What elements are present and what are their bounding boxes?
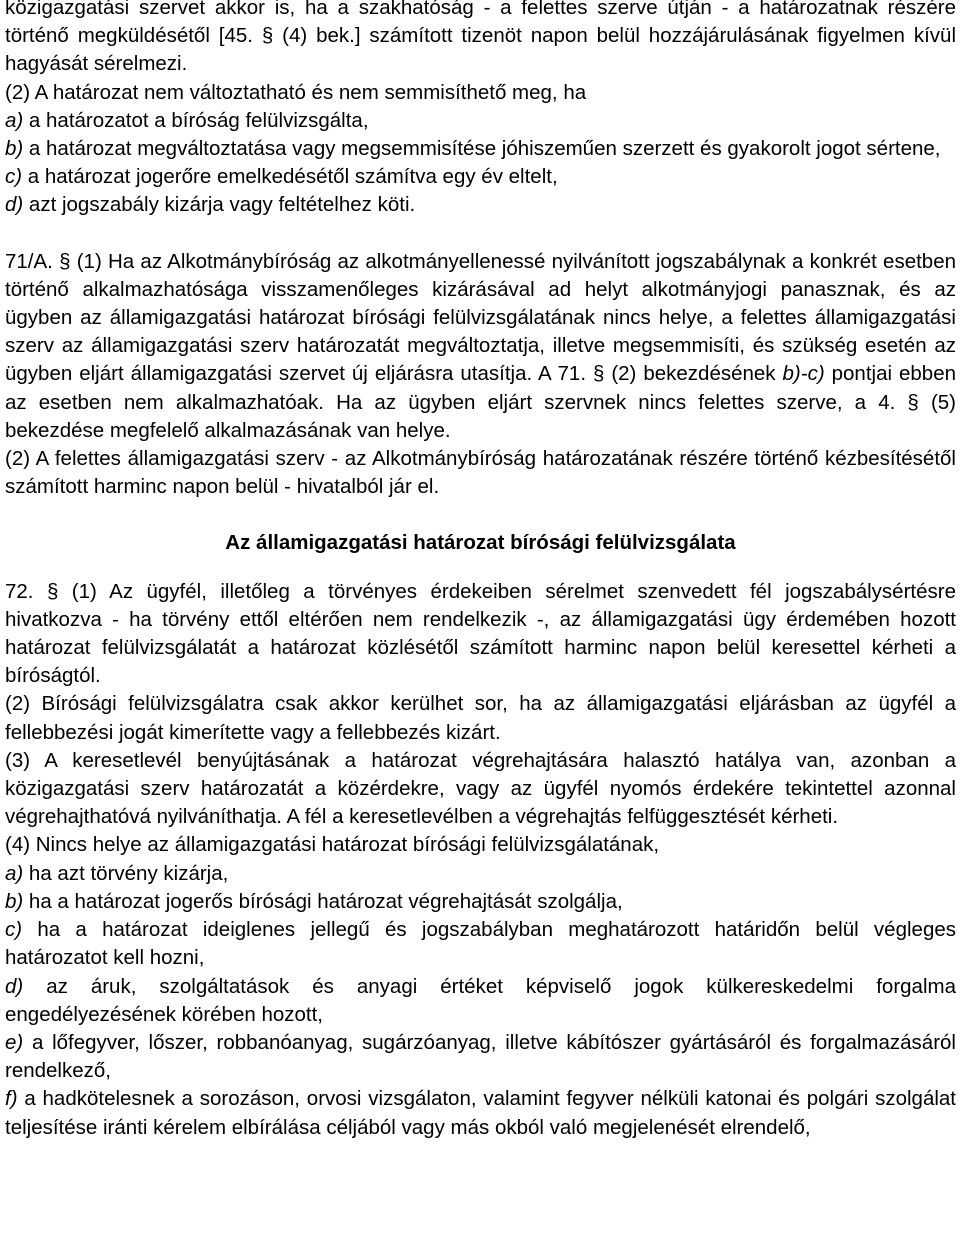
list-item-d [5, 973, 956, 1029]
list-text: a hadkötelesnek a sorozáson, orvosi vizsgálaton, valamint fegyver nélküli katonai és polgári szolgálat teljesítése iránti kérelem elbírálása céljából vagy más okból való megjelenését elrendelő, [5, 1087, 956, 1139]
paragraph-72-4: (4) Nincs helye az államigazgatási határozat bírósági felülvizsgálatának, [5, 833, 660, 857]
list-item-a [5, 860, 956, 888]
list-text: a határozatot a bíróság felülvizsgálta, [23, 108, 369, 132]
spacer [5, 558, 956, 578]
list-label: b) [5, 137, 24, 161]
list-text: ha a határozat ideiglenes jellegű és jogszabályban meghatározott határidőn belül végleges határozatot kell hozni, [5, 918, 956, 970]
list-label: d) [5, 193, 24, 217]
list-text: a határozat jogerőre emelkedésétől számítva egy év eltelt, [22, 165, 558, 189]
list-item-a [5, 107, 956, 135]
list-text: ha azt törvény kizárja, [23, 861, 229, 885]
spacer [5, 501, 956, 529]
list-item-b [5, 888, 956, 916]
section-heading: Az államigazgatási határozat bírósági felülvizsgálata [225, 531, 736, 555]
paragraph-71-2: (2) A határozat nem változtatható és nem semmisíthető meg, ha [5, 80, 587, 104]
list-item-c [5, 916, 956, 972]
list-item-c [5, 163, 956, 191]
spacer [5, 220, 956, 248]
paragraph-continuation: közigazgatási szervet akkor is, ha a szakhatóság - a felettes szerve útján - a határozatnak részére történő megküldésétől [45. § (4) bek.] számított tizenöt napon belül hozzájárulásának figyelmen kívül hagyását sérelmezi. [5, 0, 956, 76]
list-label: b) [5, 889, 24, 913]
list-text: a határozat megváltoztatása vagy megsemmisítése jóhiszeműen szerzett és gyakorolt jogot sértene, [23, 137, 941, 161]
paragraph-72-1: 72. § (1) Az ügyfél, illetőleg a törvényes érdekeiben sérelmet szenvedett fél jogszabálysértésre hivatkozva - ha törvény ettől eltérően nem rendelkezik -, az államigazgatási ügy érdemében hozott határozat felülvizsgálatát a határozat közlésétől számított harminc napon belül keresettel kérheti a bíróságtól. [5, 579, 956, 688]
list-label: c) [5, 918, 23, 942]
paragraph-72-2: (2) Bírósági felülvizsgálatra csak akkor kerülhet sor, ha az államigazgatási eljárásban az ügyfél a fellebbezési jogát kimerítette vagy a fellebbezés kizárt. [5, 692, 956, 744]
list-label: d) [5, 974, 24, 998]
italic-reference: b)-c) [782, 362, 825, 386]
list-item-f [5, 1085, 956, 1141]
list-text: azt jogszabály kizárja vagy feltételhez köti. [23, 193, 416, 217]
paragraph-72-3: (3) A keresetlevél benyújtásának a határozat végrehajtására halasztó hatálya van, azonban a közigazgatási szerv határozatát a közérdekre, vagy az ügyfél nyomós érdekére tekintettel azonnal végrehajthatóvá nyilváníthatja. A fél a keresetlevélben a végrehajtás felfüggesztését kérheti. [5, 748, 956, 829]
list-label: e) [5, 1030, 24, 1054]
list-text: ha a határozat jogerős bírósági határozat végrehajtását szolgálja, [23, 889, 623, 913]
list-label: a) [5, 861, 24, 885]
paragraph-71a-1 [5, 248, 956, 445]
list-item-b [5, 135, 956, 163]
paragraph-text: pontjai ebben az esetben nem alkalmazhatóak. Ha az ügyben eljárt szervnek nincs felettes szerve, a 4. § (5) bekezdése megfelelő alkalmazásának van helye. [5, 362, 957, 442]
paragraph-text: 71/A. § (1) Ha az Alkotmánybíróság az alkotmányellenessé nyilvánított jogszabálynak a konkrét esetben történő alkalmazhatósága visszamenőleges kizárásával ad helyt alkotmányjogi panasznak, és az ügyben az államigazgatási határozat bírósági felülvizsgálatának nincs helye, a felettes államigazgatási szerv az államigazgatási szerv határozatát megváltoztatja, illetve megsemmisíti, és szükség esetén az ügyben eljárt államigazgatási szervet új eljárásra utasítja. A 71. § (2) bekezdésének [5, 249, 956, 386]
list-item-e [5, 1029, 956, 1085]
list-label: f) [5, 1087, 18, 1111]
list-label: a) [5, 108, 24, 132]
list-text: a lőfegyver, lőszer, robbanóanyag, sugárzóanyag, illetve kábítószer gyártásáról és forgalmazásáról rendelkező, [5, 1030, 956, 1083]
list-text: az áruk, szolgáltatások és anyagi értéket képviselő jogok külkereskedelmi forgalma engedélyezésének körében hozott, [5, 974, 956, 1026]
list-item-d [5, 191, 956, 219]
list-label: c) [5, 165, 23, 189]
paragraph-71a-2: (2) A felettes államigazgatási szerv - az Alkotmánybíróság határozatának részére történő kézbesítésétől számított harminc napon belül - hivatalból jár el. [5, 447, 956, 499]
